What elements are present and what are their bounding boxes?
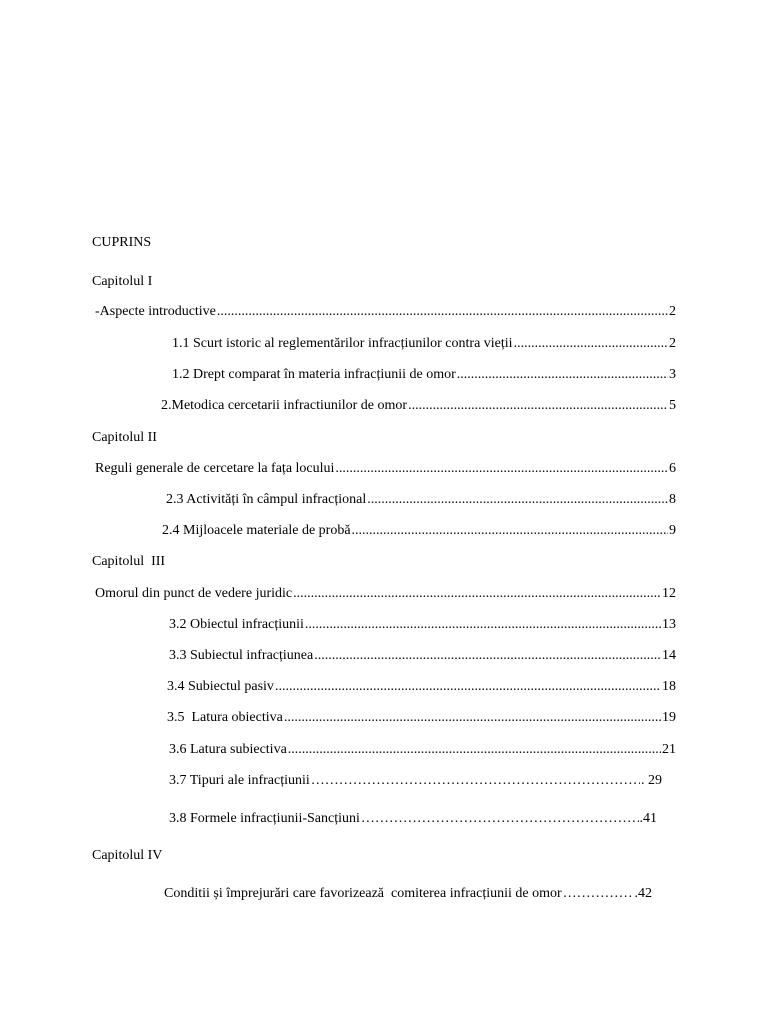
dot-leader — [311, 772, 640, 790]
toc-entry-page: 5 — [669, 398, 676, 413]
toc-heading: CUPRINS — [92, 235, 152, 250]
chapter-heading: Capitolul III — [92, 554, 166, 569]
toc-entry-page: .41 — [639, 811, 657, 826]
dot-leader — [352, 522, 668, 540]
dot-leader — [275, 678, 661, 696]
toc-entry-page: 2 — [669, 304, 676, 319]
toc-entry — [162, 522, 676, 540]
toc-entry-title: 3.8 Formele infracțiunii-Sancțiuni — [169, 811, 360, 826]
toc-entry-page: 6 — [669, 461, 676, 476]
toc-entry-page: 14 — [662, 648, 676, 663]
toc-entry — [169, 810, 657, 828]
toc-entry-title: 1.2 Drept comparat în materia infracțiunii de omor — [172, 367, 456, 382]
toc-entry-title: 3.2 Obiectul infracțiunii — [169, 617, 304, 632]
dot-leader — [305, 616, 661, 634]
toc-entry — [169, 741, 676, 759]
dot-leader — [408, 397, 668, 415]
toc-entry-page: .42 — [634, 886, 652, 901]
toc-entry-page: 8 — [669, 492, 676, 507]
toc-entry-title: 2.4 Mijloacele materiale de probă — [162, 523, 351, 538]
toc-entry-title: Conditii și împrejurări care favorizează comiterea infracțiunii de omor — [164, 886, 562, 901]
toc-entry — [95, 585, 676, 603]
chapter-heading: Capitolul II — [92, 430, 157, 445]
toc-entry — [172, 335, 676, 353]
toc-entry — [167, 678, 676, 696]
toc-entry — [169, 647, 676, 665]
toc-entry-page: 18 — [662, 679, 676, 694]
toc-entry — [172, 366, 676, 384]
toc-entry-title: 3.5 Latura obiectiva — [167, 710, 283, 725]
chapter-heading: Capitolul I — [92, 274, 153, 289]
toc-entry — [166, 491, 676, 509]
toc-entry-page: 12 — [662, 586, 676, 601]
toc-entry-page: 2 — [669, 336, 676, 351]
toc-entry-page: 19 — [662, 710, 676, 725]
toc-entry — [95, 460, 676, 478]
toc-entry — [95, 303, 676, 321]
dot-leader — [367, 491, 668, 509]
toc-entry-title: 2.3 Activități în câmpul infracțional — [166, 492, 367, 507]
dot-leader — [293, 585, 661, 603]
toc-entry-title: 3.6 Latura subiectiva — [169, 742, 287, 757]
dot-leader — [335, 460, 668, 478]
dot-leader — [514, 335, 668, 353]
toc-entry-title: 3.7 Tipuri ale infracțiunii — [169, 773, 310, 788]
dot-leader — [361, 810, 639, 828]
toc-entry-page: 9 — [669, 523, 676, 538]
toc-entry — [164, 885, 652, 903]
toc-entry — [167, 709, 676, 727]
toc-entry-page: 13 — [662, 617, 676, 632]
toc-entry-title: 3.3 Subiectul infracțiunea — [169, 648, 314, 663]
toc-entry — [169, 772, 662, 790]
toc-entry — [169, 616, 676, 634]
toc-entry-page: 3 — [669, 367, 676, 382]
dot-leader — [563, 885, 634, 903]
toc-entry-page: . 29 — [641, 773, 662, 788]
toc-entry-title: -Aspecte introductive — [95, 304, 216, 319]
dot-leader — [314, 647, 661, 665]
dot-leader — [284, 709, 661, 727]
toc-entry — [161, 397, 676, 415]
toc-entry-title: Reguli generale de cercetare la fața locului — [95, 461, 335, 476]
toc-entry-title: 2.Metodica cercetarii infractiunilor de omor — [161, 398, 408, 413]
toc-entry-page: 21 — [662, 742, 676, 757]
dot-leader — [457, 366, 668, 384]
chapter-heading: Capitolul IV — [92, 848, 163, 863]
dot-leader — [288, 741, 661, 759]
toc-entry-title: 3.4 Subiectul pasiv — [167, 679, 274, 694]
toc-entry-title: 1.1 Scurt istoric al reglementărilor infracțiunilor contra vieții — [172, 336, 513, 351]
dot-leader — [217, 303, 668, 321]
toc-entry-title: Omorul din punct de vedere juridic — [95, 586, 293, 601]
